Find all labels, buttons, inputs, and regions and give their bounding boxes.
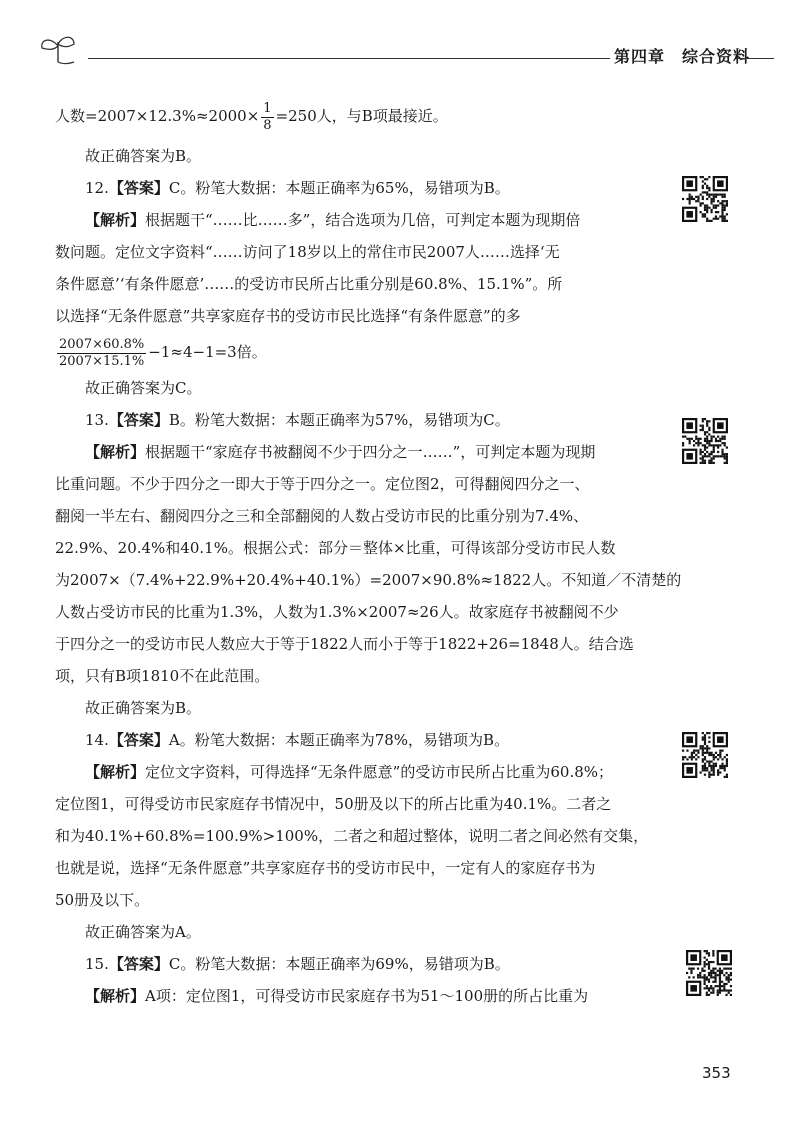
q13-analysis: 【解析】根据题干“家庭存书被翻阅不少于四分之一……”，可判定本题为现期 [85,443,596,461]
q13-answer: 13.【答案】B。粉笔大数据：本题正确率为57%，易错项为C。 [85,411,510,429]
text-line: 于四分之一的受访市民人数应大于等于1822人而小于等于1822+26=1848人。结合选 [55,635,634,653]
answer-line: 故正确答案为A。 [85,923,201,941]
qr-code-icon[interactable] [682,418,728,464]
qr-pattern [682,418,728,464]
answer-explanations [55,96,682,1012]
qr-code-icon[interactable] [682,176,728,222]
text-line: 22.9%、20.4%和40.1%。根据公式：部分＝整体×比重，可得该部分受访市民人数 [55,539,616,557]
qr-pattern [682,176,728,222]
fraction: $\frac{2007\times 60.8\%}{2007\times 15.1\%}$ [59,336,145,369]
q15-answer: 15.【答案】C。粉笔大数据：本题正确率为69%，易错项为B。 [85,955,510,973]
text-line: 人数占受访市民的比重为1.3%，人数为1.3%×2007≈26人。故家庭存书被翻阅不少 [55,603,619,621]
answer-line: 故正确答案为B。 [85,147,202,165]
q15-analysis: 【解析】A项：定位图1，可得受访市民家庭存书为51～100册的所占比重为 [85,987,589,1005]
text-line: 项，只有B项1810不在此范围。 [55,667,270,685]
text-line: 比重问题。不少于四分之一即大于等于四分之一。定位图2，可得翻阅四分之一、 [55,475,590,493]
q12-answer: 12.【答案】C。粉笔大数据：本题正确率为65%，易错项为B。 [85,179,510,197]
answer-line: 故正确答案为C。 [85,379,202,397]
header-rule-right [736,58,774,59]
qr-pattern [686,950,732,996]
qr-code-icon[interactable] [686,950,732,996]
qr-pattern [682,732,728,778]
text-line: 50册及以下。 [55,891,150,909]
qr-code-icon[interactable] [682,732,728,778]
text-line: 也就是说，选择“无条件愿意”共享家庭存书的受访市民中，一定有人的家庭存书为 [55,859,596,877]
text-line: 人数=2007×12.3%≈2000× $\frac{1}{8}$ =250人，与B项最接近。 [55,100,448,133]
text-line: 为2007×（7.4%+22.9%+20.4%+40.1%）=2007×90.8%≈1822人。不知道／不清楚的 [55,571,682,589]
header-rule-left [88,58,610,59]
page-header [30,30,770,70]
chapter-title: 第四章 综合资料 [614,47,751,66]
q14-answer: 14.【答案】A。粉笔大数据：本题正确率为78%，易错项为B。 [85,731,510,749]
answer-line: 故正确答案为B。 [85,699,202,717]
text-line: 以选择“无条件愿意”共享家庭存书的受访市民比选择“有条件愿意”的多 [55,307,521,325]
text-line: 条件愿意’‘有条件愿意’……的受访市民所占比重分别是60.8%、15.1%”。所 [55,275,563,293]
text-line: 定位图1，可得受访市民家庭存书情况中，50册及以下的所占比重为40.1%。二者之 [55,795,612,813]
fraction: $\frac{1}{8}$ [263,100,272,133]
text-line: 数问题。定位文字资料“……访问了18岁以上的常住市民2007人……选择‘无 [55,243,560,261]
page-number: 353 [702,1064,731,1082]
sprout-icon [38,32,78,66]
q14-analysis: 【解析】定位文字资料，可得选择“无条件愿意”的受访市民所占比重为60.8%； [85,763,614,781]
text-line: $\frac{2007\times 60.8\%}{2007\times 15.1\%}$ −1≈4−1=3倍。 [59,336,267,369]
text-line: 翻阅一半左右、翻阅四分之三和全部翻阅的人数占受访市民的比重分别为7.4%、 [55,507,589,525]
q12-analysis: 【解析】根据题干“……比……多”，结合选项为几倍，可判定本题为现期倍 [85,211,581,229]
text-line: 和为40.1%+60.8%=100.9%>100%，二者之和超过整体，说明二者之间必然有交集， [55,827,649,845]
